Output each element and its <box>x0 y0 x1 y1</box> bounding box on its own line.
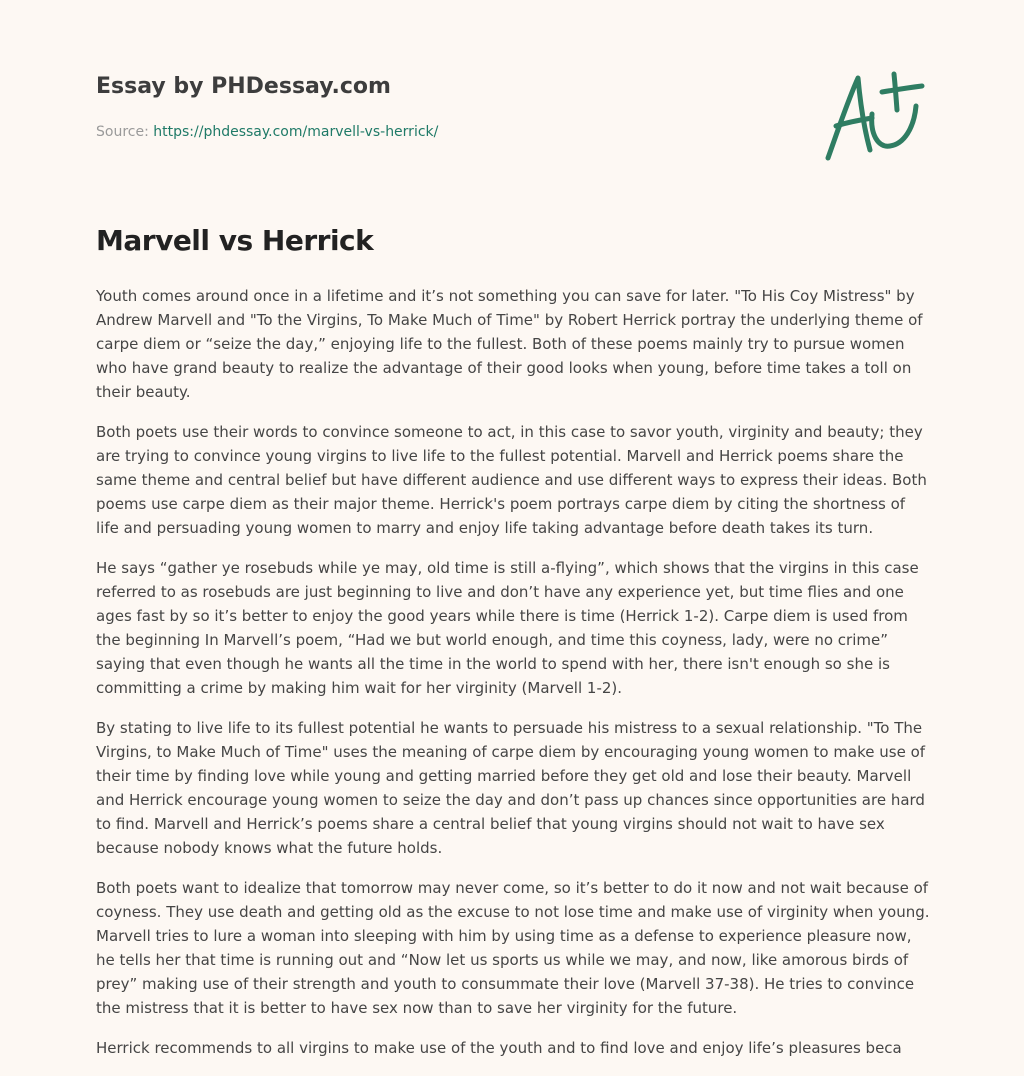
essay-title: Marvell vs Herrick <box>96 224 374 257</box>
a-plus-logo-icon <box>824 70 928 162</box>
site-title: Essay by PHDessay.com <box>96 74 391 99</box>
essay-paragraph: By stating to live life to its fullest potential he wants to persuade his mistress to a sexual relationship. "To The Virgins, to Make Much of Time" uses the meaning of carpe diem by encouraging young women to make use of their time by finding love while young and getting married before they get old and lose their beauty. Marvell and Herrick encourage young women to seize the day and don’t pass up chances since opportunities are hard to find. Marvell and Herrick’s poems share a central belief that young virgins should not wait to have sex because nobody knows what the future holds. <box>96 719 926 857</box>
essay-paragraph: Youth comes around once in a lifetime and it’s not something you can save for later. "To His Coy Mistress" by Andrew Marvell and "To the Virgins, To Make Much of Time" by Robert Herrick portray the underlying theme of carpe diem or “seize the day,” enjoying life to the fullest. Both of these poems mainly try to pursue women who have grand beauty to realize the advantage of their good looks when young, before time takes a toll on their beauty. <box>96 287 923 401</box>
source-line <box>96 124 438 140</box>
essay-paragraph: He says “gather ye rosebuds while ye may, old time is still a-flying”, which shows that the virgins in this case referred to as rosebuds are just beginning to live and don’t have any experience yet, but time flies and one ages fast by so it’s better to enjoy the good years while there is time (Herrick 1-2). Carpe diem is used from the beginning In Marvell’s poem, “Had we but world enough, and time this coyness, lady, were no crime” saying that even though he wants all the time in the world to spend with her, there isn't enough so she is committing a crime by making him wait for her virginity (Marvell 1-2). <box>96 559 919 697</box>
essay-paragraph: Both poets use their words to convince someone to act, in this case to savor youth, virginity and beauty; they are trying to convince young virgins to live life to the fullest potential. Marvell and Herrick poems share the same theme and central belief but have different audience and use different ways to express their ideas. Both poems use carpe diem as their major theme. Herrick's poem portrays carpe diem by citing the shortness of life and persuading young women to marry and enjoy life taking advantage before death takes its turn. <box>96 423 927 537</box>
source-link[interactable]: https://phdessay.com/marvell-vs-herrick/ <box>153 124 439 140</box>
essay-paragraph: Herrick recommends to all virgins to make use of the youth and to find love and enjoy life’s pleasures beca <box>96 1039 902 1057</box>
essay-body <box>96 284 930 1076</box>
source-label: Source: <box>96 124 154 140</box>
essay-paragraph: Both poets want to idealize that tomorrow may never come, so it’s better to do it now and not wait because of coyness. They use death and getting old as the excuse to not lose time and make use of virginity when young. Marvell tries to lure a woman into sleeping with him by using time as a defense to experience pleasure now, he tells her that time is running out and “Now let us sports us while we may, and now, like amorous birds of prey” making use of their strength and youth to consummate their love (Marvell 37-38). He tries to convince the mistress that it is better to have sex now than to save her virginity for the future. <box>96 879 930 1017</box>
